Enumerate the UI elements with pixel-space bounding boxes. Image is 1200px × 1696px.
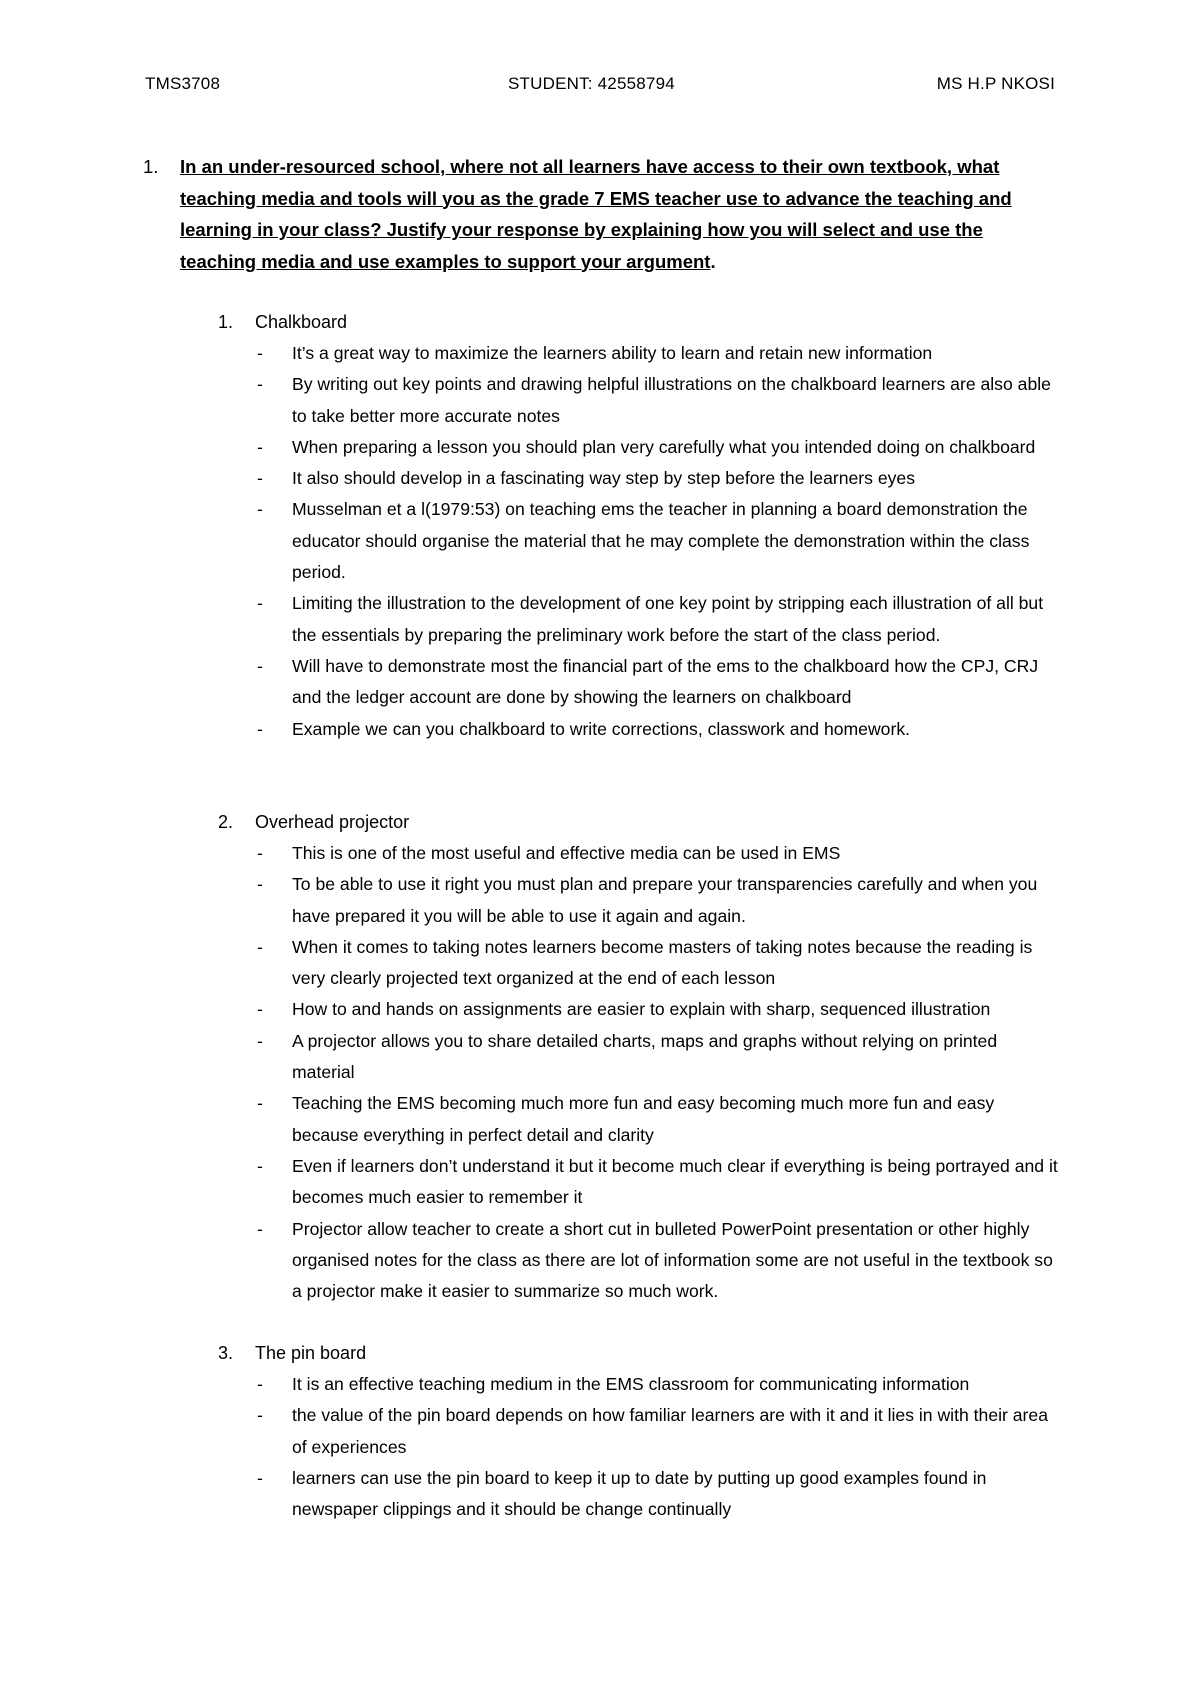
section-title: Overhead projector xyxy=(255,812,410,832)
list-item: - When preparing a lesson you should plan very carefully what you intended doing on chalkboard xyxy=(0,432,1062,463)
list-item: - Will have to demonstrate most the financial part of the ems to the chalkboard how the CPJ, CRJ and the ledger account are done by showing the learners on chalkboard xyxy=(0,651,1062,714)
dash-icon: - xyxy=(257,999,263,1020)
list-item: - Teaching the EMS becoming much more fun and easy becoming much more fun and easy because everything in perfect detail and clarity xyxy=(0,1088,1062,1151)
dash-icon: - xyxy=(257,436,263,457)
dash-icon: - xyxy=(257,1405,263,1426)
dash-icon: - xyxy=(257,936,263,957)
list-item: - Limiting the illustration to the development of one key point by stripping each illustration of all but the essentials by preparing the preliminary work before the start of the class period. xyxy=(0,588,1062,651)
dash-icon: - xyxy=(257,1374,263,1394)
list-item: - To be able to use it right you must plan and prepare your transparencies carefully and when you have prepared it you will be able to use it again and again. xyxy=(0,869,1062,932)
question-end: . xyxy=(710,250,716,272)
bullet-list xyxy=(0,338,1200,745)
list-item: - Projector allow teacher to create a short cut in bulleted PowerPoint presentation or other highly organised notes for the class as there are lot of information some are not useful in the textbook so a projector make it easier to summarize so much work. xyxy=(0,1214,1062,1308)
question-text: In an under-resourced school, where not all learners have access to their own textbook, what teaching media and tools will you as the grade 7 EMS teacher use to advance the teaching and learning in your class? Justify your response by explaining how you will select and use the teaching media and use examples to support your argument xyxy=(180,156,1012,272)
section-number: 3. xyxy=(218,1343,234,1363)
dash-icon: - xyxy=(257,1093,263,1114)
question-number: 1. xyxy=(143,156,159,177)
dash-icon: - xyxy=(257,655,263,676)
list-item: - It’s a great way to maximize the learners ability to learn and retain new information xyxy=(0,338,1062,369)
list-item: - Even if learners don’t understand it but it become much clear if everything is being portrayed and it becomes much easier to remember it xyxy=(0,1151,1062,1214)
lecturer-name: MS H.P NKOSI xyxy=(936,74,1055,93)
list-item: - learners can use the pin board to keep it up to date by putting up good examples found in newspaper clippings and it should be change continually xyxy=(0,1463,1062,1526)
list-item: - It also should develop in a fascinating way step by step before the learners eyes xyxy=(0,463,1062,494)
dash-icon: - xyxy=(257,874,263,895)
section-number: 2. xyxy=(218,812,234,832)
bullet-list xyxy=(0,1369,1200,1525)
bullet-list xyxy=(0,838,1200,1307)
question-block xyxy=(143,151,1062,277)
section-title: The pin board xyxy=(255,1343,367,1363)
dash-icon: - xyxy=(257,1030,263,1051)
dash-icon: - xyxy=(257,718,263,739)
list-item: - By writing out key points and drawing helpful illustrations on the chalkboard learners are also able to take better more accurate notes xyxy=(0,369,1062,432)
list-item: - When it comes to taking notes learners become masters of taking notes because the reading is very clearly projected text organized at the end of each lesson xyxy=(0,932,1062,995)
section-title: Chalkboard xyxy=(255,312,348,332)
list-item: - Example we can you chalkboard to write corrections, classwork and homework. xyxy=(0,714,1062,745)
dash-icon: - xyxy=(257,468,263,489)
list-item: - Musselman et a l(1979:53) on teaching ems the teacher in planning a board demonstration the educator should organise the material that he may complete the demonstration within the class period. xyxy=(0,494,1062,588)
dash-icon: - xyxy=(257,374,263,395)
dash-icon: - xyxy=(257,843,263,863)
dash-icon: - xyxy=(257,1467,263,1488)
list-item: - A projector allows you to share detailed charts, maps and graphs without relying on printed material xyxy=(0,1026,1062,1089)
section-number: 1. xyxy=(218,312,234,332)
dash-icon: - xyxy=(257,343,263,363)
list-item: - It is an effective teaching medium in the EMS classroom for communicating information xyxy=(0,1369,1062,1400)
page-header xyxy=(145,74,1055,100)
student-number: STUDENT: 42558794 xyxy=(508,74,675,93)
dash-icon: - xyxy=(257,1218,263,1239)
dash-icon: - xyxy=(257,499,263,520)
dash-icon: - xyxy=(257,593,263,614)
list-item: - This is one of the most useful and effective media can be used in EMS xyxy=(0,838,1062,869)
dash-icon: - xyxy=(257,1155,263,1176)
list-item: - the value of the pin board depends on how familiar learners are with it and it lies in with their area of experiences xyxy=(0,1400,1062,1463)
course-code: TMS3708 xyxy=(145,74,221,93)
list-item: - How to and hands on assignments are easier to explain with sharp, sequenced illustration xyxy=(0,994,1062,1025)
